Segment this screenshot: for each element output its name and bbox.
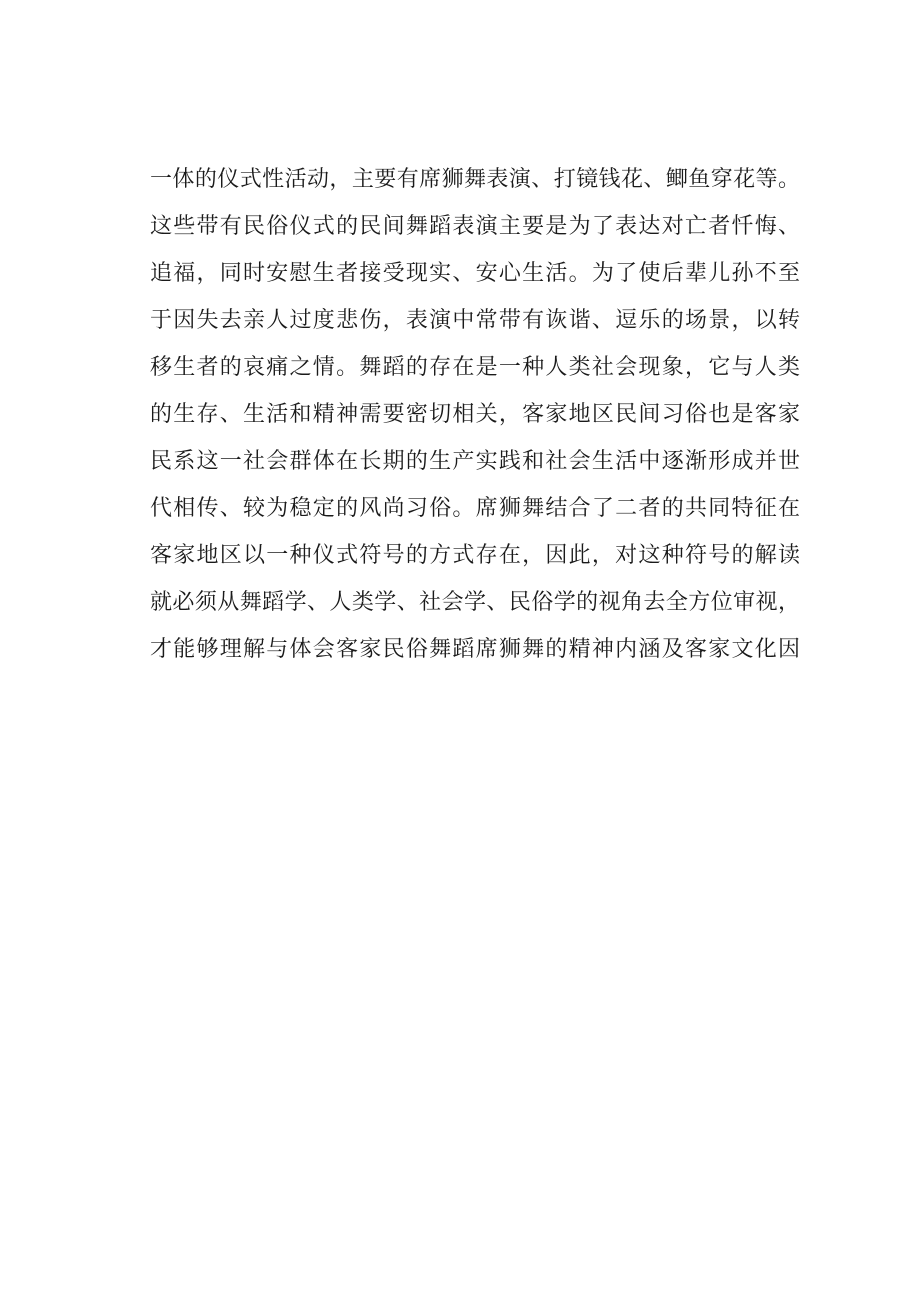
body-text-line: 才能够理解与体会客家民俗舞蹈席狮舞的精神内涵及客家文化因 (150, 637, 800, 662)
body-text-line: 民系这一社会群体在长期的生产实践和社会生活中逐渐形成并世 (150, 449, 800, 474)
body-text-line: 的生存、生活和精神需要密切相关，客家地区民间习俗也是客家 (150, 402, 800, 427)
body-text-line: 一体的仪式性活动，主要有席狮舞表演、打镜钱花、鲫鱼穿花等。 (150, 167, 800, 192)
body-text-line: 代相传、较为稳定的风尚习俗。席狮舞结合了二者的共同特征在 (150, 496, 800, 521)
body-text-line: 移生者的哀痛之情。舞蹈的存在是一种人类社会现象，它与人类 (150, 355, 800, 380)
body-text-line: 客家地区以一种仪式符号的方式存在，因此，对这种符号的解读 (150, 543, 800, 568)
body-text-line: 这些带有民俗仪式的民间舞蹈表演主要是为了表达对亡者忏悔、 (150, 214, 800, 239)
body-text-line: 就必须从舞蹈学、人类学、社会学、民俗学的视角去全方位审视， (150, 590, 800, 615)
body-text-line: 追福，同时安慰生者接受现实、安心生活。为了使后辈儿孙不至 (150, 261, 800, 286)
body-text-line: 于因失去亲人过度悲伤，表演中常带有诙谐、逗乐的场景，以转 (150, 308, 800, 333)
